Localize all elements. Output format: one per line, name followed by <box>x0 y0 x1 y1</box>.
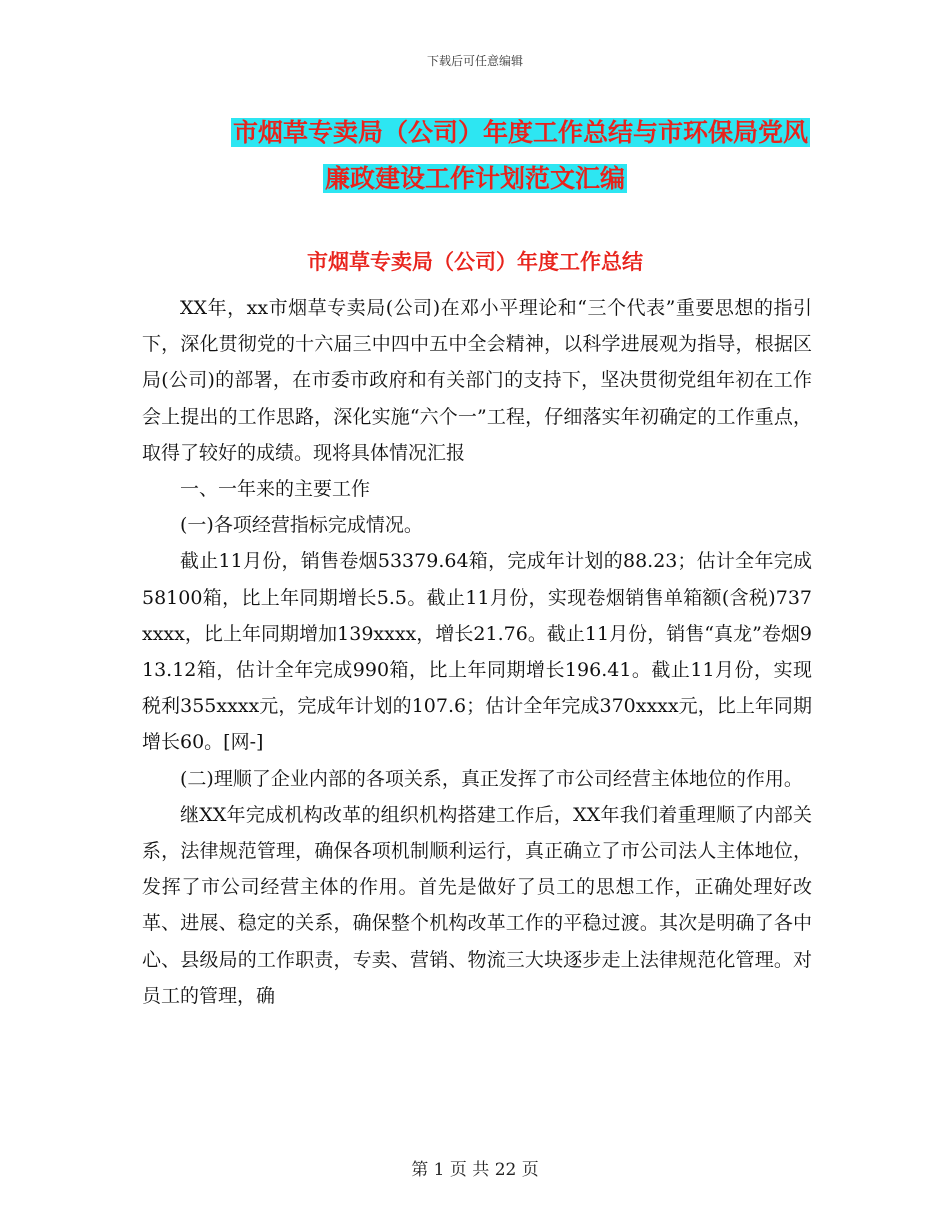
title-highlight-1: 市烟草专卖局（公司）年度工作总结与市环保局党风 <box>232 118 808 147</box>
paragraph-relations-detail: 继XX年完成机构改革的组织机构搭建工作后，XX年我们着重理顺了内部关系，法律规范管理，确保各项机制顺利运行，真正确立了市公司法人主体地位，发挥了市公司经营主体的作用。首先是做好了员工的思想工作，正确处理好改革、进展、稳定的关系，确保整个机构改革工作的平稳过渡。其次是明确了各中心、县级局的工作职责，专卖、营销、物流三大块逐步走上法律规范化管理。对员工的管理，确 <box>142 803 812 1007</box>
page-number: 第 1 页 共 22 页 <box>411 1160 539 1180</box>
paragraph-indicators-detail: 截止11月份，销售卷烟53379.64箱，完成年计划的88.23；估计全年完成58100箱，比上年同期增长5.5。截止11月份，实现卷烟销售单箱额(含税)737xxxx，比上年同期增加139xxxx，增长21.76。截止11月份，销售“真龙”卷烟913.12箱，估计全年完成990箱，比上年同期增长196.41。截止11月份，实现税利355xxxx元，完成年计划的107.6；估计全年完成370xxxx元，比上年同期增长60。[网-] <box>142 550 812 754</box>
section-title: 市烟草专卖局（公司）年度工作总结 <box>307 250 643 274</box>
paragraph-heading-main-work: 一、一年来的主要工作 <box>180 478 371 501</box>
paragraph-subheading-indicators: (一)各项经营指标完成情况。 <box>180 514 423 537</box>
document-body <box>142 290 812 1014</box>
page-header-note: 下载后可任意编辑 <box>426 54 523 68</box>
document-title-line-2 <box>140 156 810 202</box>
document-title <box>140 110 810 202</box>
document-title-line-1 <box>140 110 810 156</box>
title-highlight-2: 廉政建设工作计划范文汇编 <box>324 164 625 193</box>
paragraph-subheading-relations: (二)理顺了企业内部的各项关系，真正发挥了市公司经营主体地位的作用。 <box>180 767 803 790</box>
paragraph-intro: XX年，xx市烟草专卖局(公司)在邓小平理论和“三个代表”重要思想的指引下，深化贯彻党的十六届三中四中五中全会精神，以科学进展观为指导，根据区局(公司)的部署，在市委市政府和有关部门的支持下，坚决贯彻党组年初在工作会上提出的工作思路，深化实施“六个一”工程，仔细落实年初确定的工作重点，取得了较好的成绩。现将具体情况汇报 <box>142 297 812 464</box>
